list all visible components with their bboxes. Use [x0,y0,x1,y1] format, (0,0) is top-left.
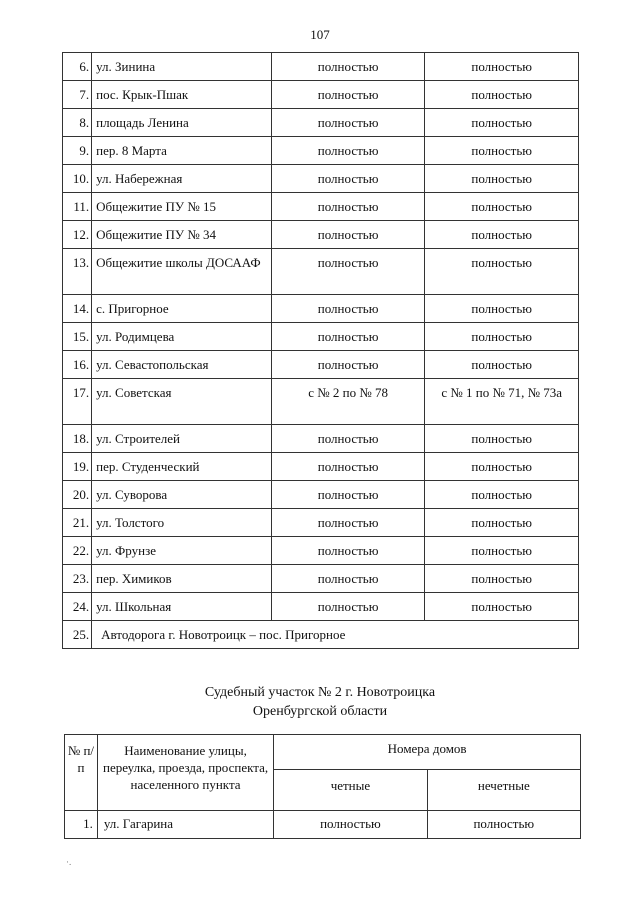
odd-houses: полностью [425,81,579,109]
odd-houses: полностью [425,537,579,565]
table-row [63,425,579,453]
row-number: 7. [63,81,92,109]
street-name: пер. 8 Марта [92,137,272,165]
even-houses: полностью [271,193,425,221]
odd-houses: полностью [425,193,579,221]
table-row [63,81,579,109]
row-number: 9. [63,137,92,165]
row-number: 11. [63,193,92,221]
row-number: 6. [63,53,92,81]
even-houses: полностью [271,481,425,509]
even-houses: полностью [271,351,425,379]
even-houses: полностью [271,81,425,109]
table-row [63,481,579,509]
street-name: ул. Севастопольская [92,351,272,379]
row-number: 23. [63,565,92,593]
street-name: ул. Родимцева [92,323,272,351]
odd-houses: полностью [425,137,579,165]
row-number: 16. [63,351,92,379]
table-row [63,221,579,249]
court-table-header [65,735,581,811]
row-number: 19. [63,453,92,481]
table-row [65,811,581,839]
row-number: 18. [63,425,92,453]
street-name: ул. Зинина [92,53,272,81]
streets-table-body [63,53,579,649]
street-name: пос. Крык-Пшак [92,81,272,109]
header-name: Наименование улицы, переулка, проезда, проспекта, населенного пункта [97,735,273,811]
row-number: 25. [63,621,92,649]
odd-houses: полностью [425,351,579,379]
even-houses: полностью [271,453,425,481]
table-row [63,509,579,537]
table-row [63,537,579,565]
court-district-table [64,734,581,839]
street-name: ул. Суворова [92,481,272,509]
table-row [63,453,579,481]
street-name: площадь Ленина [92,109,272,137]
table-row [63,165,579,193]
street-name: ул. Гагарина [97,811,273,839]
odd-houses: полностью [425,509,579,537]
scan-speck: ·. [66,857,72,867]
section-title-line2: Оренбургской области [252,704,388,719]
street-name: пер. Химиков [92,565,272,593]
table-row [63,593,579,621]
table-row [63,249,579,295]
page-number: 107 [310,27,330,42]
street-name: пер. Студенческий [92,453,272,481]
highway-span-cell: Автодорога г. Новотроицк – пос. Пригорное [92,621,579,649]
header-even: четные [274,770,427,811]
row-number: 1. [65,811,98,839]
even-houses: полностью [271,425,425,453]
court-table-body [65,811,581,839]
odd-houses: полностью [425,165,579,193]
street-name: ул. Школьная [92,593,272,621]
even-houses: полностью [271,509,425,537]
header-number: № п/п [65,735,98,811]
odd-houses: полностью [425,593,579,621]
header-odd: нечетные [427,770,580,811]
even-houses: полностью [271,565,425,593]
street-name: ул. Набережная [92,165,272,193]
table-row [63,137,579,165]
row-number: 10. [63,165,92,193]
table-row [63,109,579,137]
even-houses: полностью [271,137,425,165]
even-houses: полностью [271,53,425,81]
odd-houses: полностью [425,109,579,137]
even-houses: полностью [271,323,425,351]
odd-houses: полностью [425,425,579,453]
street-name: Общежитие ПУ № 15 [92,193,272,221]
table-row [63,323,579,351]
odd-houses: полностью [425,565,579,593]
row-number: 22. [63,537,92,565]
even-houses: полностью [271,537,425,565]
street-name: ул. Строителей [92,425,272,453]
street-name: Общежитие ПУ № 34 [92,221,272,249]
odd-houses: полностью [425,53,579,81]
table-row [63,379,579,425]
odd-houses: с № 1 по № 71, № 73а [425,379,579,425]
row-number: 12. [63,221,92,249]
row-number: 20. [63,481,92,509]
odd-houses: полностью [425,453,579,481]
street-name: ул. Фрунзе [92,537,272,565]
odd-houses: полностью [425,323,579,351]
row-number: 15. [63,323,92,351]
even-houses: с № 2 по № 78 [271,379,425,425]
row-number: 24. [63,593,92,621]
even-houses: полностью [271,249,425,295]
table-row [63,295,579,323]
street-name: ул. Толстого [92,509,272,537]
table-row [63,621,579,649]
table-row [63,351,579,379]
header-house-numbers: Номера домов [274,735,581,770]
street-name: Общежитие школы ДОСААФ [92,249,272,295]
table-row [63,193,579,221]
even-houses: полностью [274,811,427,839]
section-title-line1: Судебный участок № 2 г. Новотроицка [204,685,436,700]
odd-houses: полностью [425,481,579,509]
table-row [63,53,579,81]
row-number: 21. [63,509,92,537]
street-name: ул. Советская [92,379,272,425]
odd-houses: полностью [425,295,579,323]
row-number: 13. [63,249,92,295]
row-number: 8. [63,109,92,137]
row-number: 14. [63,295,92,323]
even-houses: полностью [271,165,425,193]
row-number: 17. [63,379,92,425]
streets-table [62,52,579,649]
even-houses: полностью [271,221,425,249]
odd-houses: полностью [427,811,580,839]
table-row [63,565,579,593]
street-name: с. Пригорное [92,295,272,323]
even-houses: полностью [271,295,425,323]
even-houses: полностью [271,593,425,621]
even-houses: полностью [271,109,425,137]
odd-houses: полностью [425,249,579,295]
header-row [65,735,581,770]
odd-houses: полностью [425,221,579,249]
